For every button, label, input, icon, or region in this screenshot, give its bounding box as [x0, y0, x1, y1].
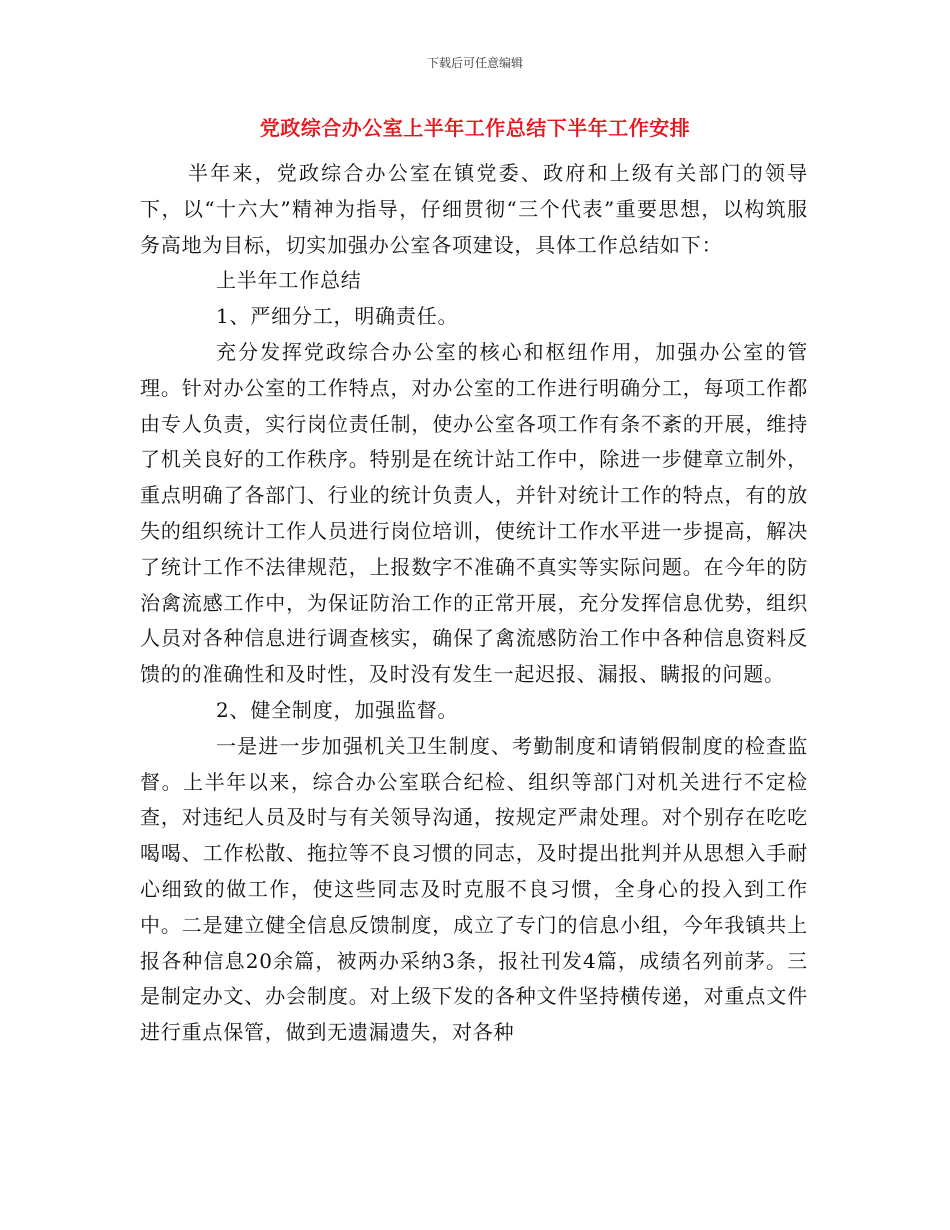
paragraph-improve-systems: 一是进一步加强机关卫生制度、考勤制度和请销假制度的检查监督。上半年以来，综合办公室联合纪检、组织等部门对机关进行不定检查，对违纪人员及时与有关领导沟通，按规定严肃处理。对个别存在吃吃喝喝、工作松散、拖拉等不良习惯的同志，及时提出批判并从思想入手耐心细致的做工作，使这些同志及时克服不良习惯，全身心的投入到工作中。二是建立健全信息反馈制度，成立了专门的信息小组，今年我镇共上报各种信息20余篇，被两办采纳3条，报社刊发4篇，成绩名列前茅。三是制定办文、办会制度。对上级下发的各种文件坚持横传递，对重点文件进行重点保管，做到无遗漏遗失，对各种	[140, 733, 808, 1045]
header-note: 下载后可任意编辑	[426, 56, 523, 70]
paragraph-intro: 半年来，党政综合办公室在镇党委、政府和上级有关部门的领导下，以“十六大”精神为指导，仔细贯彻“三个代表”重要思想，以构筑服务高地为目标，切实加强办公室各项建设，具体工作总结如下：	[140, 161, 808, 257]
subheading-division-of-labor: 1、严细分工，明确责任。	[216, 304, 459, 329]
document-body	[140, 156, 808, 1051]
subheading-improve-systems: 2、健全制度，加强监督。	[216, 697, 459, 722]
paragraph-division-of-labor: 充分发挥党政综合办公室的核心和枢纽作用，加强办公室的管理。针对办公室的工作特点，对办公室的工作进行明确分工，每项工作都由专人负责，实行岗位责任制，使办公室各项工作有条不紊的开展，维持了机关良好的工作秩序。特别是在统计站工作中，除进一步健章立制外，重点明确了各部门、行业的统计负责人，并针对统计工作的特点，有的放失的组织统计工作人员进行岗位培训，使统计工作水平进一步提高，解决了统计工作不法律规范，上报数字不准确不真实等实际问题。在今年的防治禽流感工作中，为保证防治工作的正常开展，充分发挥信息优势，组织人员对各种信息进行调查核实，确保了禽流感防治工作中各种信息资料反馈的的准确性和及时性，及时没有发生一起迟报、漏报、瞒报的问题。	[140, 339, 808, 687]
document-title: 党政综合办公室上半年工作总结下半年工作安排	[259, 116, 691, 140]
section-heading-first-half-summary: 上半年工作总结	[216, 268, 362, 293]
